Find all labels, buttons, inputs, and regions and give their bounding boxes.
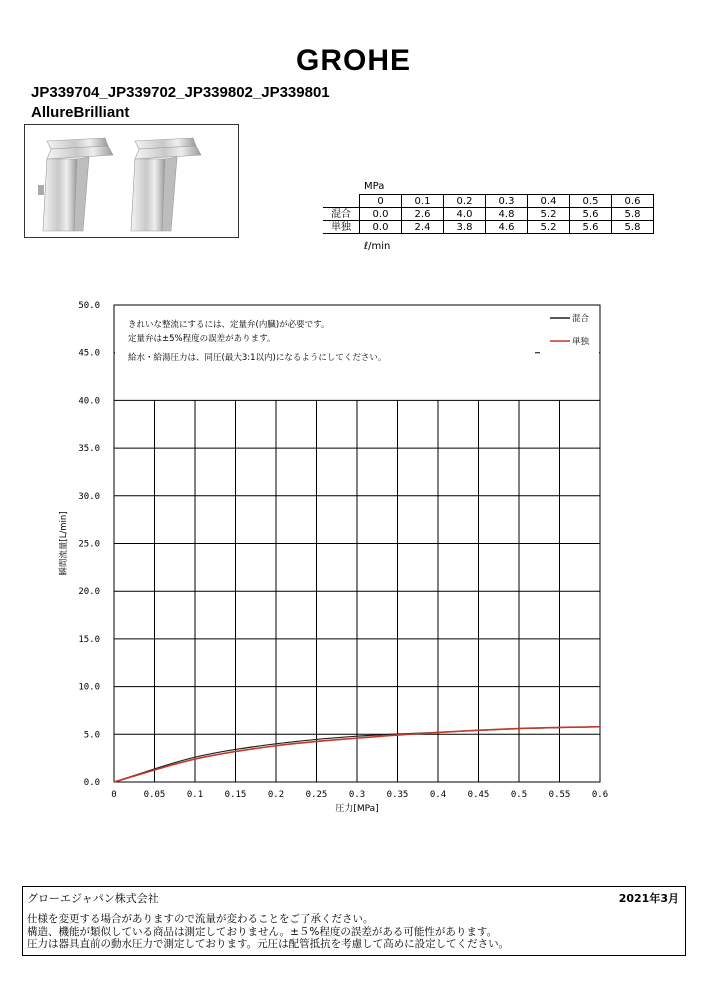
pressure-header: 0.6 (612, 195, 654, 208)
legend-box (540, 306, 599, 358)
footer-note: 仕様を変更する場合がありますので流量が変わることをご了承ください。 (27, 913, 374, 925)
x-tick-label: 0.6 (591, 790, 609, 800)
annotation-text: きれいな整流にするには、定量弁(内臓)が必要です。 (128, 320, 330, 330)
x-tick-label: 0.05 (143, 790, 166, 800)
table-cell: 5.8 (612, 221, 654, 234)
pressure-header: 0.2 (444, 195, 486, 208)
table-cell: 5.2 (528, 208, 570, 221)
x-tick-label: 0.15 (224, 790, 247, 800)
y-axis-label: 瞬間流量[L/min] (59, 511, 69, 576)
company-name: グローエジャパン株式会社 (27, 892, 159, 905)
table-unit-flow: ℓ/min (364, 241, 391, 252)
y-tick-label: 45.0 (78, 348, 100, 359)
table-cell: 2.4 (402, 221, 444, 234)
table-cell: 5.2 (528, 221, 570, 234)
footer-note: 構造、機能が類似している商品は測定しておりません。±５%程度の誤差がある可能性があります。 (27, 925, 498, 938)
issue-date: 2021年3月 (618, 892, 679, 905)
data-point (275, 743, 276, 744)
table-cell: 4.0 (444, 208, 486, 221)
table-cell: 5.6 (570, 221, 612, 234)
row-label: 混合 (323, 208, 360, 221)
data-point (194, 757, 195, 758)
x-tick-label: 0.1 (186, 790, 204, 800)
pressure-header: 0 (360, 195, 402, 208)
y-tick-label: 40.0 (78, 396, 100, 407)
table-cell: 2.6 (402, 208, 444, 221)
table-cell: 4.8 (486, 208, 528, 221)
table-cell: 4.6 (486, 221, 528, 234)
y-tick-label: 5.0 (83, 730, 100, 741)
footer-note: 圧力は器具直前の動水圧力で測定しております。元圧は配管抵抗を考慮して高めに設定してください。 (27, 938, 510, 950)
x-tick-label: 0.2 (267, 790, 285, 800)
table-cell: 5.6 (570, 208, 612, 221)
brand-logo: GROHE (295, 44, 411, 77)
x-tick-label: 0.3 (348, 790, 366, 800)
footer (22, 886, 686, 956)
x-tick-label: 0.35 (386, 790, 409, 800)
legend-label: 単独 (572, 337, 590, 347)
series-name: AllureBrilliant (31, 104, 130, 121)
y-tick-label: 20.0 (78, 587, 100, 598)
data-point (275, 745, 276, 746)
pressure-header: 0.3 (486, 195, 528, 208)
y-tick-label: 35.0 (78, 444, 100, 455)
x-tick-label: 0.4 (429, 790, 447, 800)
y-tick-label: 30.0 (78, 491, 100, 502)
data-point (356, 738, 357, 739)
data-point (437, 732, 438, 733)
y-tick-label: 10.0 (78, 682, 100, 693)
x-tick-label: 0 (111, 790, 117, 800)
y-tick-label: 0.0 (83, 778, 100, 788)
data-point (356, 736, 357, 737)
legend-label: 混合 (572, 314, 590, 324)
annotation-text: 定量弁は±5%程度の誤差があります。 (128, 334, 276, 344)
x-tick-label: 0.55 (548, 790, 571, 800)
table-cell: 0.0 (360, 208, 402, 221)
x-tick-label: 0.5 (510, 790, 528, 800)
x-tick-label: 0.25 (305, 790, 328, 800)
pressure-header: 0.4 (528, 195, 570, 208)
table-cell: 5.8 (612, 208, 654, 221)
data-point (194, 759, 195, 760)
y-tick-label: 25.0 (78, 539, 100, 550)
annotation-text: 給水・給湯圧力は、同圧(最大3:1以内)になるようにしてください。 (128, 353, 387, 363)
table-cell: 3.8 (444, 221, 486, 234)
table-cell: 0.0 (360, 221, 402, 234)
model-numbers: JP339704_JP339702_JP339802_JP339801 (31, 84, 330, 101)
row-label: 単独 (323, 221, 360, 234)
data-point (599, 726, 600, 727)
pressure-header: 0.1 (402, 195, 444, 208)
footer-notes (27, 913, 509, 951)
pressure-header: 0.5 (570, 195, 612, 208)
data-point (113, 781, 114, 782)
y-tick-label: 15.0 (78, 634, 100, 645)
table-unit-pressure: MPa (364, 181, 385, 192)
x-axis-label: 圧力[MPa] (335, 804, 379, 814)
x-tick-label: 0.45 (467, 790, 490, 800)
data-point (518, 728, 519, 729)
y-tick-label: 50.0 (78, 301, 100, 311)
